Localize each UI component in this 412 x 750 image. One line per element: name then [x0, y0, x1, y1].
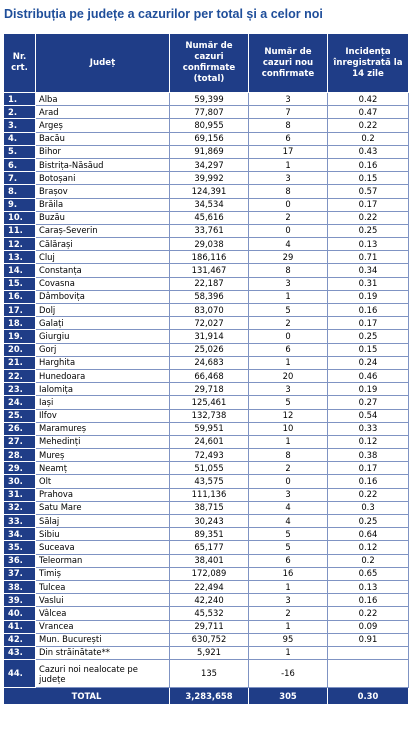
total-incidenta: 0.30 — [328, 688, 409, 705]
row-judet: Satu Mare — [36, 501, 170, 514]
row-incidenta: 0.22 — [328, 119, 409, 132]
row-incidenta: 0.13 — [328, 238, 409, 251]
row-number: 14. — [4, 264, 36, 277]
row-confirmate: 89,351 — [170, 528, 249, 541]
row-noi: 1 — [249, 620, 328, 633]
row-judet: Vaslui — [36, 594, 170, 607]
row-incidenta: 0.43 — [328, 145, 409, 158]
table-row — [4, 422, 409, 435]
row-noi: 8 — [249, 449, 328, 462]
row-number: 39. — [4, 594, 36, 607]
row-number: 2. — [4, 106, 36, 119]
row-confirmate: 59,399 — [170, 93, 249, 106]
row-incidenta: 0.22 — [328, 488, 409, 501]
row-incidenta: 0.57 — [328, 185, 409, 198]
row-judet: Suceava — [36, 541, 170, 554]
row-confirmate: 31,914 — [170, 330, 249, 343]
row-noi: 1 — [249, 646, 328, 659]
table-row — [4, 515, 409, 528]
row-incidenta: 0.91 — [328, 633, 409, 646]
county-cases-table — [3, 33, 409, 705]
row-number: 41. — [4, 620, 36, 633]
table-row — [4, 238, 409, 251]
table-row — [4, 132, 409, 145]
row-confirmate: 630,752 — [170, 633, 249, 646]
row-judet: Bacău — [36, 132, 170, 145]
row-judet: Tulcea — [36, 580, 170, 593]
row-confirmate: 172,089 — [170, 567, 249, 580]
row-judet: Arad — [36, 106, 170, 119]
row-number: 1. — [4, 93, 36, 106]
row-incidenta: 0.15 — [328, 343, 409, 356]
row-confirmate: 83,070 — [170, 304, 249, 317]
table-row — [4, 660, 409, 688]
row-confirmate: 135 — [170, 660, 249, 688]
row-number: 12. — [4, 238, 36, 251]
row-number: 33. — [4, 515, 36, 528]
row-confirmate: 29,711 — [170, 620, 249, 633]
table-row — [4, 462, 409, 475]
table-row — [4, 172, 409, 185]
row-judet: Hunedoara — [36, 369, 170, 382]
row-judet: Maramureș — [36, 422, 170, 435]
row-noi: 8 — [249, 119, 328, 132]
row-judet: Alba — [36, 93, 170, 106]
row-confirmate: 25,026 — [170, 343, 249, 356]
table-row — [4, 185, 409, 198]
row-number: 23. — [4, 383, 36, 396]
row-judet: Giurgiu — [36, 330, 170, 343]
table-row — [4, 449, 409, 462]
row-incidenta: 0.17 — [328, 317, 409, 330]
total-label: TOTAL — [4, 688, 170, 705]
row-number: 34. — [4, 528, 36, 541]
row-incidenta: 0.31 — [328, 277, 409, 290]
row-confirmate: 59,951 — [170, 422, 249, 435]
header-confirmate: Număr de cazuri confirmate (total) — [170, 34, 249, 93]
row-incidenta: 0.13 — [328, 580, 409, 593]
row-noi: 2 — [249, 211, 328, 224]
row-number: 8. — [4, 185, 36, 198]
table-row — [4, 317, 409, 330]
row-confirmate: 91,869 — [170, 145, 249, 158]
row-noi: 6 — [249, 132, 328, 145]
row-noi: 5 — [249, 396, 328, 409]
row-judet: Caraș-Severin — [36, 224, 170, 237]
header-nr: Nr. crt. — [4, 34, 36, 93]
row-confirmate: 131,467 — [170, 264, 249, 277]
row-confirmate: 24,601 — [170, 435, 249, 448]
row-number: 9. — [4, 198, 36, 211]
row-incidenta: 0.71 — [328, 251, 409, 264]
table-row — [4, 106, 409, 119]
row-judet: Călărași — [36, 238, 170, 251]
row-number: 22. — [4, 369, 36, 382]
row-judet: Ialomița — [36, 383, 170, 396]
row-judet: Iași — [36, 396, 170, 409]
row-incidenta: 0.19 — [328, 290, 409, 303]
row-judet: Din străinătate** — [36, 646, 170, 659]
table-header-row — [4, 34, 409, 93]
row-number: 5. — [4, 145, 36, 158]
table-row — [4, 607, 409, 620]
row-incidenta: 0.25 — [328, 224, 409, 237]
row-confirmate: 30,243 — [170, 515, 249, 528]
row-confirmate: 29,038 — [170, 238, 249, 251]
header-noi: Număr de cazuri nou confirmate — [249, 34, 328, 93]
row-confirmate: 80,955 — [170, 119, 249, 132]
table-row — [4, 264, 409, 277]
row-noi: 2 — [249, 317, 328, 330]
row-incidenta: 0.16 — [328, 304, 409, 317]
row-noi: 3 — [249, 383, 328, 396]
row-judet: Mureș — [36, 449, 170, 462]
row-number: 26. — [4, 422, 36, 435]
row-noi: 1 — [249, 435, 328, 448]
row-judet: Cazuri noi nealocate pe județe — [36, 660, 170, 688]
row-judet: Harghita — [36, 356, 170, 369]
row-judet: Ilfov — [36, 409, 170, 422]
row-confirmate: 111,136 — [170, 488, 249, 501]
table-row — [4, 119, 409, 132]
row-noi: 4 — [249, 515, 328, 528]
row-incidenta — [328, 646, 409, 659]
table-row — [4, 567, 409, 580]
row-noi: 6 — [249, 343, 328, 356]
table-row — [4, 383, 409, 396]
row-judet: Gorj — [36, 343, 170, 356]
row-incidenta: 0.3 — [328, 501, 409, 514]
table-row — [4, 211, 409, 224]
row-noi: 1 — [249, 580, 328, 593]
row-number: 15. — [4, 277, 36, 290]
table-row — [4, 580, 409, 593]
row-confirmate: 43,575 — [170, 475, 249, 488]
row-number: 19. — [4, 330, 36, 343]
row-incidenta: 0.27 — [328, 396, 409, 409]
row-confirmate: 132,738 — [170, 409, 249, 422]
row-confirmate: 29,718 — [170, 383, 249, 396]
row-noi: 3 — [249, 172, 328, 185]
row-confirmate: 22,187 — [170, 277, 249, 290]
row-incidenta: 0.25 — [328, 515, 409, 528]
total-confirmate: 3,283,658 — [170, 688, 249, 705]
row-number: 32. — [4, 501, 36, 514]
row-noi: 0 — [249, 198, 328, 211]
row-confirmate: 38,715 — [170, 501, 249, 514]
row-judet: Dâmbovița — [36, 290, 170, 303]
row-noi: 3 — [249, 93, 328, 106]
row-judet: Neamț — [36, 462, 170, 475]
row-confirmate: 24,683 — [170, 356, 249, 369]
row-noi: 12 — [249, 409, 328, 422]
row-confirmate: 5,921 — [170, 646, 249, 659]
row-number: 27. — [4, 435, 36, 448]
row-incidenta: 0.22 — [328, 607, 409, 620]
row-judet: Dolj — [36, 304, 170, 317]
row-confirmate: 45,532 — [170, 607, 249, 620]
table-row — [4, 646, 409, 659]
table-row — [4, 554, 409, 567]
row-incidenta: 0.16 — [328, 158, 409, 171]
row-noi: 1 — [249, 158, 328, 171]
table-row — [4, 251, 409, 264]
row-incidenta: 0.47 — [328, 106, 409, 119]
table-row — [4, 290, 409, 303]
table-row — [4, 304, 409, 317]
row-incidenta: 0.24 — [328, 356, 409, 369]
row-noi: 1 — [249, 356, 328, 369]
total-row — [4, 688, 409, 705]
row-judet: Vâlcea — [36, 607, 170, 620]
row-judet: Prahova — [36, 488, 170, 501]
row-noi: 16 — [249, 567, 328, 580]
row-number: 37. — [4, 567, 36, 580]
row-noi: 0 — [249, 475, 328, 488]
row-incidenta: 0.34 — [328, 264, 409, 277]
row-noi: 7 — [249, 106, 328, 119]
row-number: 35. — [4, 541, 36, 554]
row-confirmate: 66,468 — [170, 369, 249, 382]
row-number: 43. — [4, 646, 36, 659]
row-incidenta: 0.38 — [328, 449, 409, 462]
row-confirmate: 186,116 — [170, 251, 249, 264]
row-noi: 8 — [249, 185, 328, 198]
table-row — [4, 343, 409, 356]
row-confirmate: 77,807 — [170, 106, 249, 119]
row-incidenta: 0.17 — [328, 462, 409, 475]
row-number: 3. — [4, 119, 36, 132]
table-row — [4, 330, 409, 343]
row-number: 30. — [4, 475, 36, 488]
row-confirmate: 51,055 — [170, 462, 249, 475]
row-judet: Cluj — [36, 251, 170, 264]
row-judet: Olt — [36, 475, 170, 488]
row-incidenta: 0.46 — [328, 369, 409, 382]
row-number: 31. — [4, 488, 36, 501]
row-number: 38. — [4, 580, 36, 593]
row-incidenta: 0.09 — [328, 620, 409, 633]
row-judet: Mehedinți — [36, 435, 170, 448]
row-noi: 3 — [249, 594, 328, 607]
row-confirmate: 45,616 — [170, 211, 249, 224]
row-number: 11. — [4, 224, 36, 237]
row-noi: 0 — [249, 330, 328, 343]
row-judet: Argeș — [36, 119, 170, 132]
row-noi: 8 — [249, 264, 328, 277]
row-noi: 0 — [249, 224, 328, 237]
row-confirmate: 34,534 — [170, 198, 249, 211]
row-confirmate: 69,156 — [170, 132, 249, 145]
row-noi: 17 — [249, 145, 328, 158]
row-judet: Galați — [36, 317, 170, 330]
table-row — [4, 541, 409, 554]
row-noi: 5 — [249, 541, 328, 554]
row-judet: Constanța — [36, 264, 170, 277]
row-number: 42. — [4, 633, 36, 646]
row-noi: 2 — [249, 462, 328, 475]
row-judet: Brașov — [36, 185, 170, 198]
row-number: 20. — [4, 343, 36, 356]
row-confirmate: 72,027 — [170, 317, 249, 330]
table-row — [4, 224, 409, 237]
row-judet: Bihor — [36, 145, 170, 158]
row-noi: 20 — [249, 369, 328, 382]
row-confirmate: 72,493 — [170, 449, 249, 462]
row-judet: Buzău — [36, 211, 170, 224]
row-noi: 5 — [249, 304, 328, 317]
row-number: 40. — [4, 607, 36, 620]
row-incidenta: 0.42 — [328, 93, 409, 106]
table-title: Distribuția pe județe a cazurilor per total și a celor noi — [4, 7, 323, 21]
row-incidenta — [328, 660, 409, 688]
row-confirmate: 39,992 — [170, 172, 249, 185]
row-judet: Mun. București — [36, 633, 170, 646]
row-incidenta: 0.22 — [328, 211, 409, 224]
row-incidenta: 0.15 — [328, 172, 409, 185]
row-number: 25. — [4, 409, 36, 422]
header-judet: Județ — [36, 34, 170, 93]
row-number: 10. — [4, 211, 36, 224]
row-judet: Covasna — [36, 277, 170, 290]
table-row — [4, 594, 409, 607]
table-row — [4, 145, 409, 158]
header-incidenta: Incidența înregistrată la 14 zile — [328, 34, 409, 93]
row-noi: 2 — [249, 607, 328, 620]
row-noi: 3 — [249, 488, 328, 501]
table-row — [4, 435, 409, 448]
row-noi: -16 — [249, 660, 328, 688]
row-number: 29. — [4, 462, 36, 475]
row-judet: Botoșani — [36, 172, 170, 185]
row-noi: 10 — [249, 422, 328, 435]
row-confirmate: 33,761 — [170, 224, 249, 237]
row-judet: Vrancea — [36, 620, 170, 633]
table-row — [4, 409, 409, 422]
row-number: 7. — [4, 172, 36, 185]
row-incidenta: 0.64 — [328, 528, 409, 541]
row-incidenta: 0.33 — [328, 422, 409, 435]
row-judet: Brăila — [36, 198, 170, 211]
row-confirmate: 58,396 — [170, 290, 249, 303]
total-noi: 305 — [249, 688, 328, 705]
table-row — [4, 198, 409, 211]
row-confirmate: 38,401 — [170, 554, 249, 567]
row-confirmate: 65,177 — [170, 541, 249, 554]
table-row — [4, 369, 409, 382]
row-confirmate: 124,391 — [170, 185, 249, 198]
table-row — [4, 528, 409, 541]
row-number: 36. — [4, 554, 36, 567]
row-confirmate: 22,494 — [170, 580, 249, 593]
row-noi: 5 — [249, 528, 328, 541]
row-number: 17. — [4, 304, 36, 317]
row-incidenta: 0.65 — [328, 567, 409, 580]
row-number: 24. — [4, 396, 36, 409]
row-incidenta: 0.12 — [328, 435, 409, 448]
row-confirmate: 42,240 — [170, 594, 249, 607]
row-incidenta: 0.12 — [328, 541, 409, 554]
row-number: 18. — [4, 317, 36, 330]
table-row — [4, 158, 409, 171]
table-row — [4, 633, 409, 646]
row-incidenta: 0.54 — [328, 409, 409, 422]
row-judet: Bistrița-Năsăud — [36, 158, 170, 171]
table-row — [4, 488, 409, 501]
row-incidenta: 0.17 — [328, 198, 409, 211]
row-noi: 1 — [249, 290, 328, 303]
row-number: 44. — [4, 660, 36, 688]
row-incidenta: 0.16 — [328, 594, 409, 607]
row-judet: Timiș — [36, 567, 170, 580]
row-incidenta: 0.2 — [328, 554, 409, 567]
row-number: 4. — [4, 132, 36, 145]
table-row — [4, 501, 409, 514]
table-row — [4, 277, 409, 290]
row-confirmate: 34,297 — [170, 158, 249, 171]
row-judet: Teleorman — [36, 554, 170, 567]
row-confirmate: 125,461 — [170, 396, 249, 409]
row-noi: 29 — [249, 251, 328, 264]
row-number: 6. — [4, 158, 36, 171]
table-row — [4, 396, 409, 409]
row-number: 13. — [4, 251, 36, 264]
row-noi: 3 — [249, 277, 328, 290]
table-row — [4, 356, 409, 369]
row-judet: Sălaj — [36, 515, 170, 528]
table-row — [4, 93, 409, 106]
row-incidenta: 0.2 — [328, 132, 409, 145]
row-number: 16. — [4, 290, 36, 303]
row-number: 28. — [4, 449, 36, 462]
row-judet: Sibiu — [36, 528, 170, 541]
table-row — [4, 620, 409, 633]
row-noi: 6 — [249, 554, 328, 567]
table-row — [4, 475, 409, 488]
row-noi: 4 — [249, 501, 328, 514]
row-number: 21. — [4, 356, 36, 369]
row-noi: 95 — [249, 633, 328, 646]
row-incidenta: 0.16 — [328, 475, 409, 488]
row-incidenta: 0.25 — [328, 330, 409, 343]
row-incidenta: 0.19 — [328, 383, 409, 396]
row-noi: 4 — [249, 238, 328, 251]
